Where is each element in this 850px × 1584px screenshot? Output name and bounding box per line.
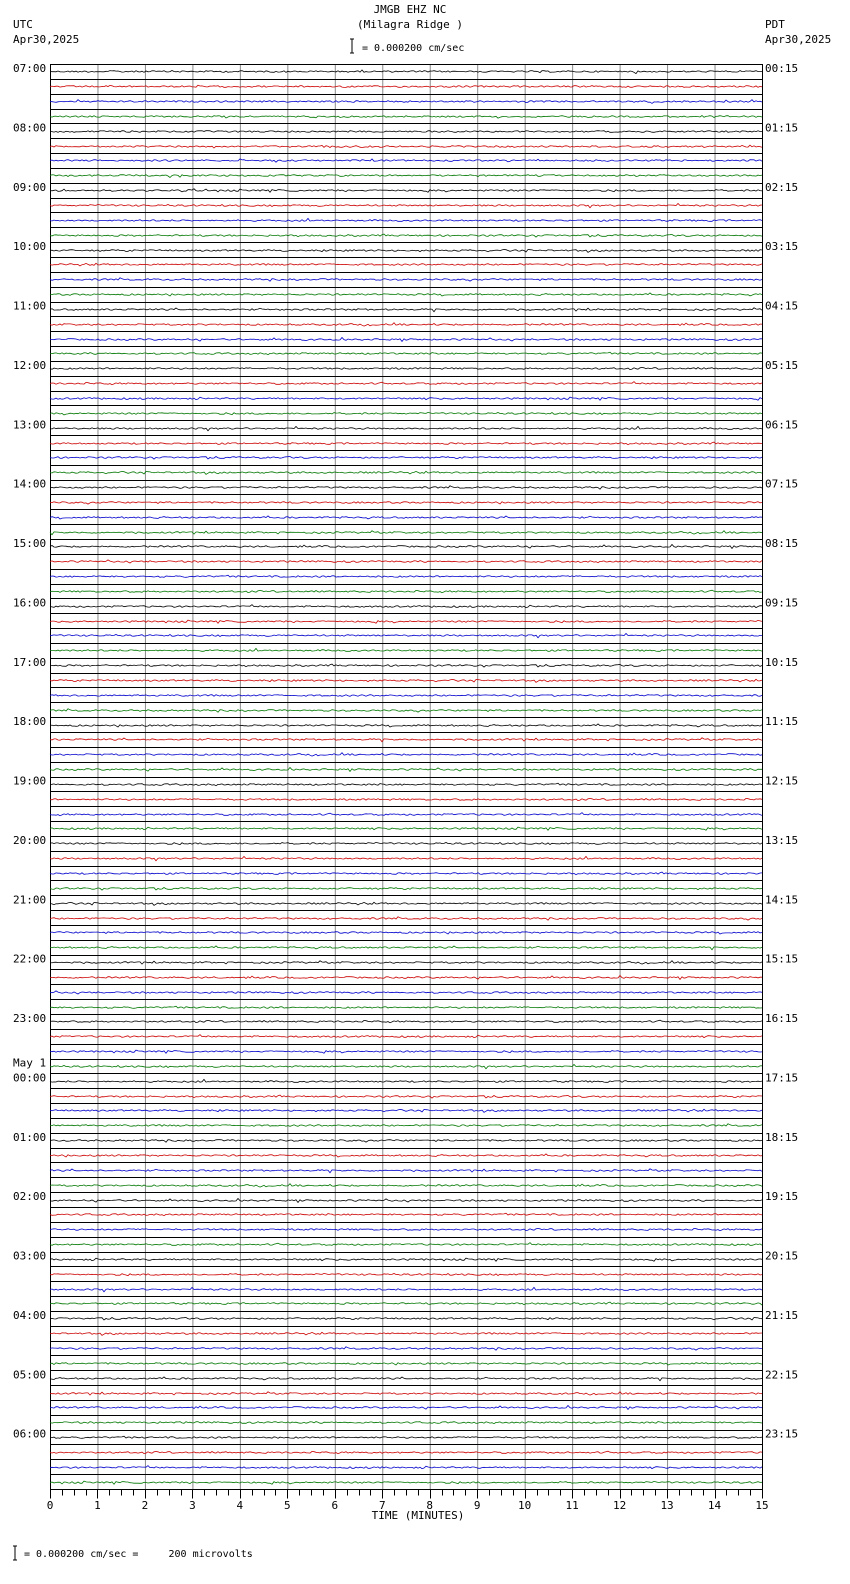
seismic-trace bbox=[50, 1035, 762, 1038]
seismic-trace bbox=[50, 768, 762, 772]
seismic-trace bbox=[50, 1466, 762, 1469]
pdt-hour-label: 09:15 bbox=[765, 596, 799, 610]
utc-hour-label: 17:00 bbox=[13, 655, 47, 669]
seismic-trace bbox=[50, 502, 762, 504]
seismic-trace bbox=[50, 471, 762, 474]
seismic-trace bbox=[50, 620, 762, 623]
date-change-label: May 1 bbox=[13, 1056, 47, 1070]
utc-hour-label: 21:00 bbox=[13, 893, 47, 907]
x-tick-label: 3 bbox=[189, 1499, 196, 1512]
utc-hour-label: 14:00 bbox=[13, 477, 47, 491]
seismic-trace bbox=[50, 1228, 762, 1230]
seismic-trace bbox=[50, 1363, 762, 1365]
x-tick-label: 7 bbox=[378, 1499, 386, 1512]
seismic-trace bbox=[50, 961, 762, 964]
utc-hour-label: 11:00 bbox=[13, 299, 47, 313]
site-title: (Milagra Ridge ) bbox=[357, 18, 463, 31]
pdt-hour-label: 05:15 bbox=[765, 358, 799, 372]
pdt-hour-label: 04:15 bbox=[765, 299, 799, 313]
seismic-trace bbox=[50, 1332, 762, 1335]
seismic-trace bbox=[50, 856, 762, 860]
pdt-hour-label: 08:15 bbox=[765, 537, 799, 550]
utc-hour-label: 00:00 bbox=[13, 1071, 47, 1085]
seismic-trace bbox=[50, 1287, 762, 1291]
seismic-trace bbox=[50, 1243, 762, 1246]
seismic-trace bbox=[50, 842, 762, 844]
utc-hour-label: 23:00 bbox=[13, 1012, 47, 1025]
seismic-trace bbox=[50, 1318, 762, 1321]
seismic-trace bbox=[50, 1184, 762, 1187]
utc-hour-label: 03:00 bbox=[13, 1249, 47, 1263]
pdt-hour-label: 18:15 bbox=[765, 1130, 799, 1144]
seismic-trace bbox=[50, 218, 762, 221]
seismic-trace bbox=[50, 813, 762, 816]
x-tick-label: 0 bbox=[46, 1499, 54, 1512]
seismic-trace bbox=[50, 1154, 762, 1157]
seismic-trace bbox=[50, 695, 762, 697]
seismic-trace bbox=[50, 783, 762, 786]
seismic-trace bbox=[50, 1273, 762, 1275]
pdt-hour-label: 12:15 bbox=[765, 774, 799, 788]
seismic-trace bbox=[50, 1095, 762, 1098]
x-tick-label: 10 bbox=[518, 1499, 532, 1512]
x-tick-label: 13 bbox=[660, 1499, 674, 1512]
x-axis-label: TIME (MINUTES) bbox=[371, 1509, 465, 1522]
utc-hour-label: 07:00 bbox=[13, 62, 47, 75]
pdt-hour-label: 02:15 bbox=[765, 180, 799, 194]
seismic-trace bbox=[50, 872, 762, 875]
seismic-trace bbox=[50, 1392, 762, 1395]
utc-hour-label: 04:00 bbox=[13, 1308, 47, 1322]
pdt-hour-label: 16:15 bbox=[765, 1012, 799, 1025]
seismic-trace bbox=[50, 131, 762, 133]
pdt-hour-label: 07:15 bbox=[765, 477, 799, 491]
seismic-trace bbox=[50, 1109, 762, 1112]
seismic-trace bbox=[50, 278, 762, 281]
seismic-trace bbox=[50, 1079, 762, 1082]
pdt-hour-label: 10:15 bbox=[765, 655, 799, 669]
utc-hour-label: 01:00 bbox=[13, 1130, 47, 1144]
seismic-trace bbox=[50, 1422, 762, 1424]
utc-hour-label: 09:00 bbox=[13, 180, 47, 194]
seismic-trace bbox=[50, 1020, 762, 1023]
seismic-trace bbox=[50, 204, 762, 208]
seismic-trace bbox=[50, 70, 762, 74]
utc-hour-label: 18:00 bbox=[13, 715, 47, 729]
x-tick-label: 8 bbox=[426, 1499, 434, 1512]
seismic-trace bbox=[50, 545, 762, 549]
seismic-trace bbox=[50, 1377, 762, 1381]
seismic-trace bbox=[50, 250, 762, 253]
seismic-trace bbox=[50, 946, 762, 950]
seismic-trace bbox=[50, 1199, 762, 1203]
seismic-trace bbox=[50, 902, 762, 905]
seismic-trace bbox=[50, 352, 762, 355]
pdt-hour-label: 19:15 bbox=[765, 1190, 799, 1204]
seismic-trace bbox=[50, 1140, 762, 1143]
pdt-hour-label: 23:15 bbox=[765, 1427, 799, 1441]
seismic-trace bbox=[50, 827, 762, 830]
seismic-trace bbox=[50, 531, 762, 535]
seismic-trace bbox=[50, 323, 762, 326]
seismic-trace bbox=[50, 175, 762, 178]
seismic-trace bbox=[50, 753, 762, 756]
pdt-hour-label: 21:15 bbox=[765, 1308, 799, 1322]
seismic-trace bbox=[50, 605, 762, 608]
seismic-trace bbox=[50, 116, 762, 119]
x-tick-label: 2 bbox=[141, 1499, 149, 1512]
seismic-trace bbox=[50, 338, 762, 342]
seismic-trace bbox=[50, 1302, 762, 1305]
seismic-trace bbox=[50, 560, 762, 563]
utc-hour-label: 08:00 bbox=[13, 121, 47, 135]
pdt-date-label: Apr30,2025 bbox=[765, 33, 832, 46]
seismic-trace bbox=[50, 1406, 762, 1410]
utc-hour-label: 05:00 bbox=[13, 1368, 47, 1382]
seismic-trace bbox=[50, 426, 762, 430]
utc-hour-label: 02:00 bbox=[13, 1190, 47, 1204]
pdt-hour-label: 11:15 bbox=[765, 715, 799, 729]
seismic-trace bbox=[50, 738, 762, 742]
seismic-trace bbox=[50, 368, 762, 370]
seismic-trace bbox=[50, 293, 762, 296]
x-tick-label: 5 bbox=[284, 1499, 291, 1512]
seismic-trace bbox=[50, 159, 762, 162]
seismic-trace bbox=[50, 679, 762, 682]
seismic-trace bbox=[50, 1065, 762, 1069]
seismic-trace bbox=[50, 1481, 762, 1484]
seismic-trace bbox=[50, 308, 762, 312]
utc-hour-label: 10:00 bbox=[13, 240, 47, 254]
seismic-trace bbox=[50, 888, 762, 891]
seismic-trace bbox=[50, 1213, 762, 1216]
seismic-trace bbox=[50, 932, 762, 934]
calibration-text: = 0.000200 cm/sec = 200 microvolts bbox=[24, 1549, 253, 1560]
utc-hour-label: 12:00 bbox=[13, 358, 47, 372]
pdt-hour-label: 15:15 bbox=[765, 952, 799, 966]
pdt-hour-label: 00:15 bbox=[765, 62, 799, 75]
utc-hour-label: 13:00 bbox=[13, 418, 47, 432]
utc-hour-label: 19:00 bbox=[13, 774, 47, 788]
seismic-trace bbox=[50, 145, 762, 148]
seismic-trace bbox=[50, 1436, 762, 1438]
station-title: JMGB EHZ NC bbox=[373, 3, 447, 16]
pdt-hour-label: 06:15 bbox=[765, 418, 799, 432]
utc-hour-label: 20:00 bbox=[13, 833, 47, 847]
pdt-hour-label: 22:15 bbox=[765, 1368, 799, 1382]
seismic-trace bbox=[50, 634, 762, 638]
seismic-trace bbox=[50, 382, 762, 385]
utc-hour-label: 06:00 bbox=[13, 1427, 47, 1441]
seismic-trace bbox=[50, 575, 762, 577]
seismic-trace bbox=[50, 991, 762, 994]
x-tick-label: 14 bbox=[707, 1499, 722, 1512]
seismic-trace bbox=[50, 1258, 762, 1261]
pdt-hour-label: 20:15 bbox=[765, 1249, 799, 1263]
seismic-trace bbox=[50, 85, 762, 87]
seismic-trace bbox=[50, 397, 762, 400]
seismic-trace bbox=[50, 100, 762, 104]
seismic-trace bbox=[50, 1347, 762, 1350]
seismic-trace bbox=[50, 234, 762, 237]
seismic-trace bbox=[50, 1050, 762, 1053]
seismic-trace bbox=[50, 590, 762, 593]
x-tick-label: 12 bbox=[612, 1499, 627, 1512]
seismic-trace bbox=[50, 457, 762, 460]
seismic-trace bbox=[50, 412, 762, 415]
x-tick-label: 6 bbox=[331, 1499, 339, 1512]
utc-zone-label: UTC bbox=[13, 18, 33, 31]
utc-hour-label: 15:00 bbox=[13, 537, 47, 550]
seismic-trace bbox=[50, 263, 762, 266]
scale-text: = 0.000200 cm/sec bbox=[362, 43, 465, 54]
seismic-trace bbox=[50, 1124, 762, 1127]
seismic-trace bbox=[50, 442, 762, 445]
x-tick-label: 1 bbox=[94, 1499, 101, 1512]
utc-date-label: Apr30,2025 bbox=[13, 33, 80, 46]
seismic-trace bbox=[50, 1451, 762, 1454]
seismic-trace bbox=[50, 189, 762, 192]
seismic-trace bbox=[50, 724, 762, 727]
utc-hour-label: 16:00 bbox=[13, 596, 47, 610]
seismic-trace bbox=[50, 486, 762, 489]
pdt-hour-label: 01:15 bbox=[765, 121, 799, 135]
x-tick-label: 9 bbox=[473, 1499, 481, 1512]
seismic-trace bbox=[50, 976, 762, 980]
seismic-trace bbox=[50, 709, 762, 712]
seismic-trace bbox=[50, 648, 762, 651]
seismic-trace bbox=[50, 664, 762, 667]
pdt-hour-label: 17:15 bbox=[765, 1071, 799, 1085]
pdt-hour-label: 03:15 bbox=[765, 240, 799, 254]
pdt-hour-label: 14:15 bbox=[765, 893, 799, 907]
seismic-trace bbox=[50, 1169, 762, 1173]
seismic-trace bbox=[50, 798, 762, 800]
pdt-zone-label: PDT bbox=[765, 18, 785, 31]
x-tick-label: 11 bbox=[565, 1499, 579, 1512]
seismic-trace bbox=[50, 917, 762, 920]
pdt-hour-label: 13:15 bbox=[765, 833, 799, 847]
x-tick-label: 15 bbox=[755, 1499, 769, 1512]
seismic-trace bbox=[50, 1006, 762, 1008]
seismic-trace bbox=[50, 516, 762, 519]
utc-hour-label: 22:00 bbox=[13, 952, 47, 966]
x-tick-label: 4 bbox=[236, 1499, 244, 1512]
